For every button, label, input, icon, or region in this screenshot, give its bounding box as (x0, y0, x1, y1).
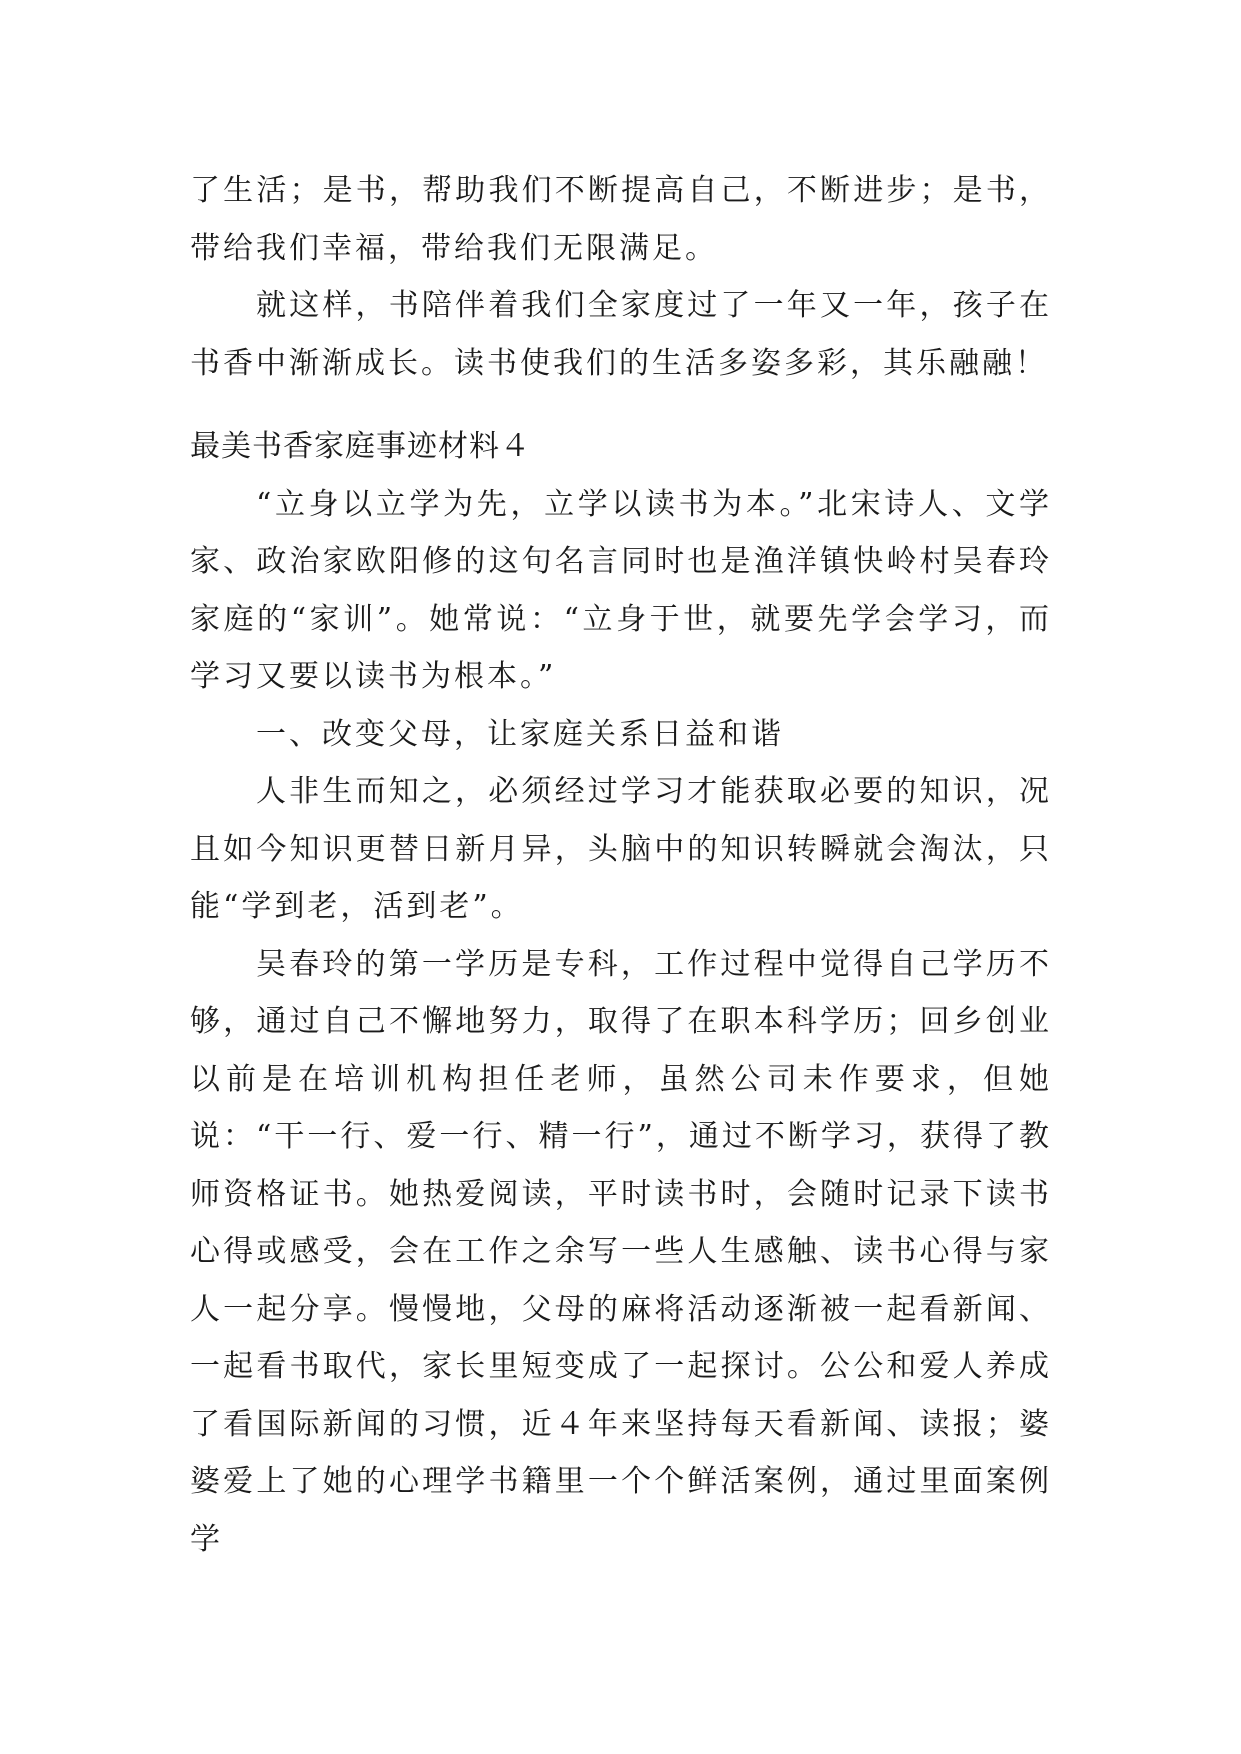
paragraph: 就这样，书陪伴着我们全家度过了一年又一年，孩子在书香中渐渐成长。读书使我们的生活多姿多彩，其乐融融！ (190, 288, 1052, 381)
subheading: 一、改变父母，让家庭关系日益和谐 (256, 716, 784, 752)
paragraph: 了生活；是书，帮助我们不断提高自己，不断进步；是书，带给我们幸福，带给我们无限满足。 (190, 173, 1052, 266)
section-title: 最美书香家庭事迹材料４ (190, 429, 531, 464)
paragraph: 人非生而知之，必须经过学习才能获取必要的知识，况且如今知识更替日新月异，头脑中的知识转瞬就会淘汰，只能“学到老，活到老”。 (190, 774, 1052, 924)
paragraph: 吴春玲的第一学历是专科，工作过程中觉得自己学历不够，通过自己不懈地努力，取得了在职本科学历；回乡创业以前是在培训机构担任老师，虽然公司未作要求，但她说：“干一行、爱一行、精一行”，通过不断学习，获得了教师资格证书。她热爱阅读，平时读书时，会随时记录下读书心得或感受，会在工作之余写一些人生感触、读书心得与家人一起分享。慢慢地，父母的麻将活动逐渐被一起看新闻、一起看书取代，家长里短变成了一起探讨。公公和爱人养成了看国际新闻的习惯，近４年来坚持每天看新闻、读报；婆婆爱上了她的心理学书籍里一个个鲜活案例，通过里面案例学 (190, 946, 1052, 1557)
document-body (190, 162, 1052, 1568)
paragraph: “立身以立学为先，立学以读书为本。”北宋诗人、文学家、政治家欧阳修的这句名言同时也是渔洋镇快岭村吴春玲家庭的“家训”。她常说：“立身于世，就要先学会学习，而学习又要以读书为根本。” (190, 486, 1052, 694)
